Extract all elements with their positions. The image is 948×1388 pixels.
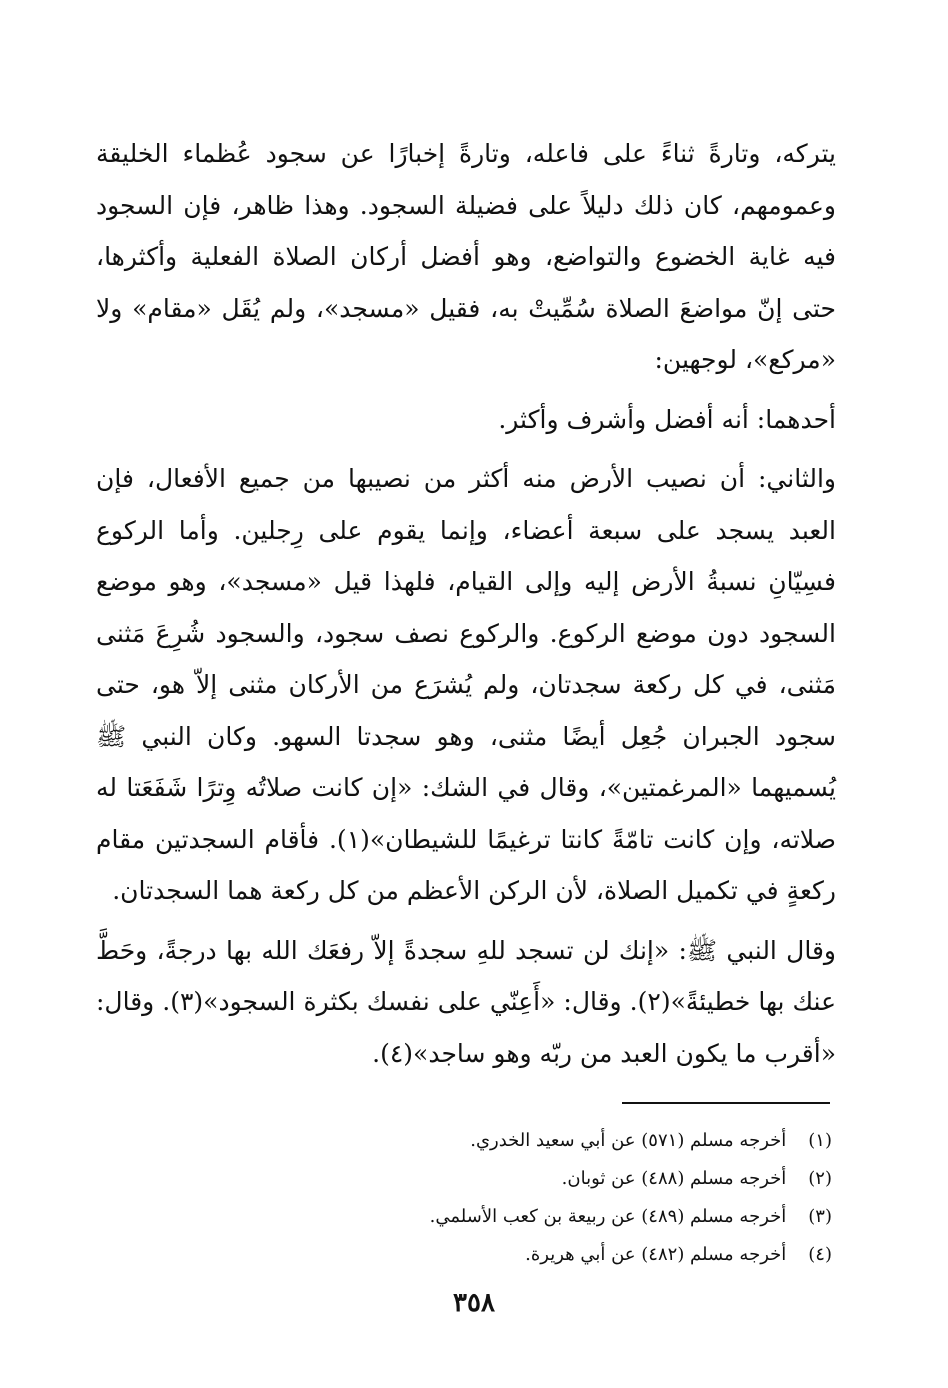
footnote-number: (٤): [808, 1244, 832, 1265]
paragraph-2: أحدهما: أنه أفضل وأشرف وأكثر.: [498, 404, 836, 434]
footnote-text: أخرجه مسلم (٤٨٩) عن ربيعة بن كعب الأسلمي.: [429, 1206, 787, 1227]
footnote-3: [96, 1198, 832, 1236]
footnote-text: أخرجه مسلم (٤٨٢) عن أبي هريرة.: [525, 1244, 787, 1265]
footnote-1: [96, 1122, 832, 1160]
main-text: [96, 128, 836, 1079]
footnote-number: (٣): [808, 1206, 832, 1227]
footnote-separator: [622, 1102, 830, 1104]
page-number: ٣٥٨: [453, 1288, 495, 1318]
footnotes: [96, 1122, 832, 1274]
footnote-number: (٢): [808, 1168, 832, 1189]
paragraph-1: يتركه، وتارةً ثناءً على فاعله، وتارةً إخبارًا عن سجود عُظماء الخليقة وعمومهم، كان ذلك دليلاً على فضيلة السجود. وهذا ظاهر، فإن السجود فيه غاية الخضوع والتواضع، وهو أفضل أركان الصلاة الفعلية وأكثرها، حتى إنّ مواضعَ الصلاة سُمِّيتْ به، فقيل «مسجد»، ولم يُقَل «مقام» ولا «مركع»، لوجهين:: [96, 139, 836, 374]
footnote-2: [96, 1160, 832, 1198]
paragraph-4: وقال النبي ﷺ: «إنك لن تسجد للهِ سجدةً إلاّ رفعَك الله بها درجةً، وحَطَّ عنك بها خطيئةً»(٢). وقال: «أَعِنّي على نفسك بكثرة السجود»(٣). وقال: «أقرب ما يكون العبد من ربّه وهو ساجد»(٤).: [96, 935, 837, 1068]
footnote-number: (١): [808, 1130, 832, 1151]
paragraph-3: والثاني: أن نصيب الأرض منه أكثر من نصيبها من جميع الأفعال، فإن العبد يسجد على سبعة أعضاء، وإنما يقوم على رِجلين. وأما الركوع فسِيّانِ نسبةُ الأرض إليه وإلى القيام، فلهذا قيل «مسجد»، وهو موضع السجود دون موضع الركوع. والركوع نصف سجود، والسجود شُرِعَ مَثنى مَثنى، في كل ركعة سجدتان، ولم يُشرَع من الأركان مثنى إلاّ هو، حتى سجود الجبران جُعِل أيضًا مثنى، وهو سجدتا السهو. وكان النبي ﷺ يُسميهما «المرغمتين»، وقال في الشك: «إن كانت صلاتُه وِترًا شَفَعَتا له صلاته، وإن كانت تامّةً كانتا ترغيمًا للشيطان»(١). فأقام السجدتين مقام ركعةٍ في تكميل الصلاة، لأن الركن الأعظم من كل ركعة هما السجدتان.: [96, 464, 836, 905]
footnote-text: أخرجه مسلم (٥٧١) عن أبي سعيد الخدري.: [470, 1130, 787, 1151]
footnote-4: [96, 1236, 832, 1274]
footnote-text: أخرجه مسلم (٤٨٨) عن ثوبان.: [561, 1168, 787, 1189]
